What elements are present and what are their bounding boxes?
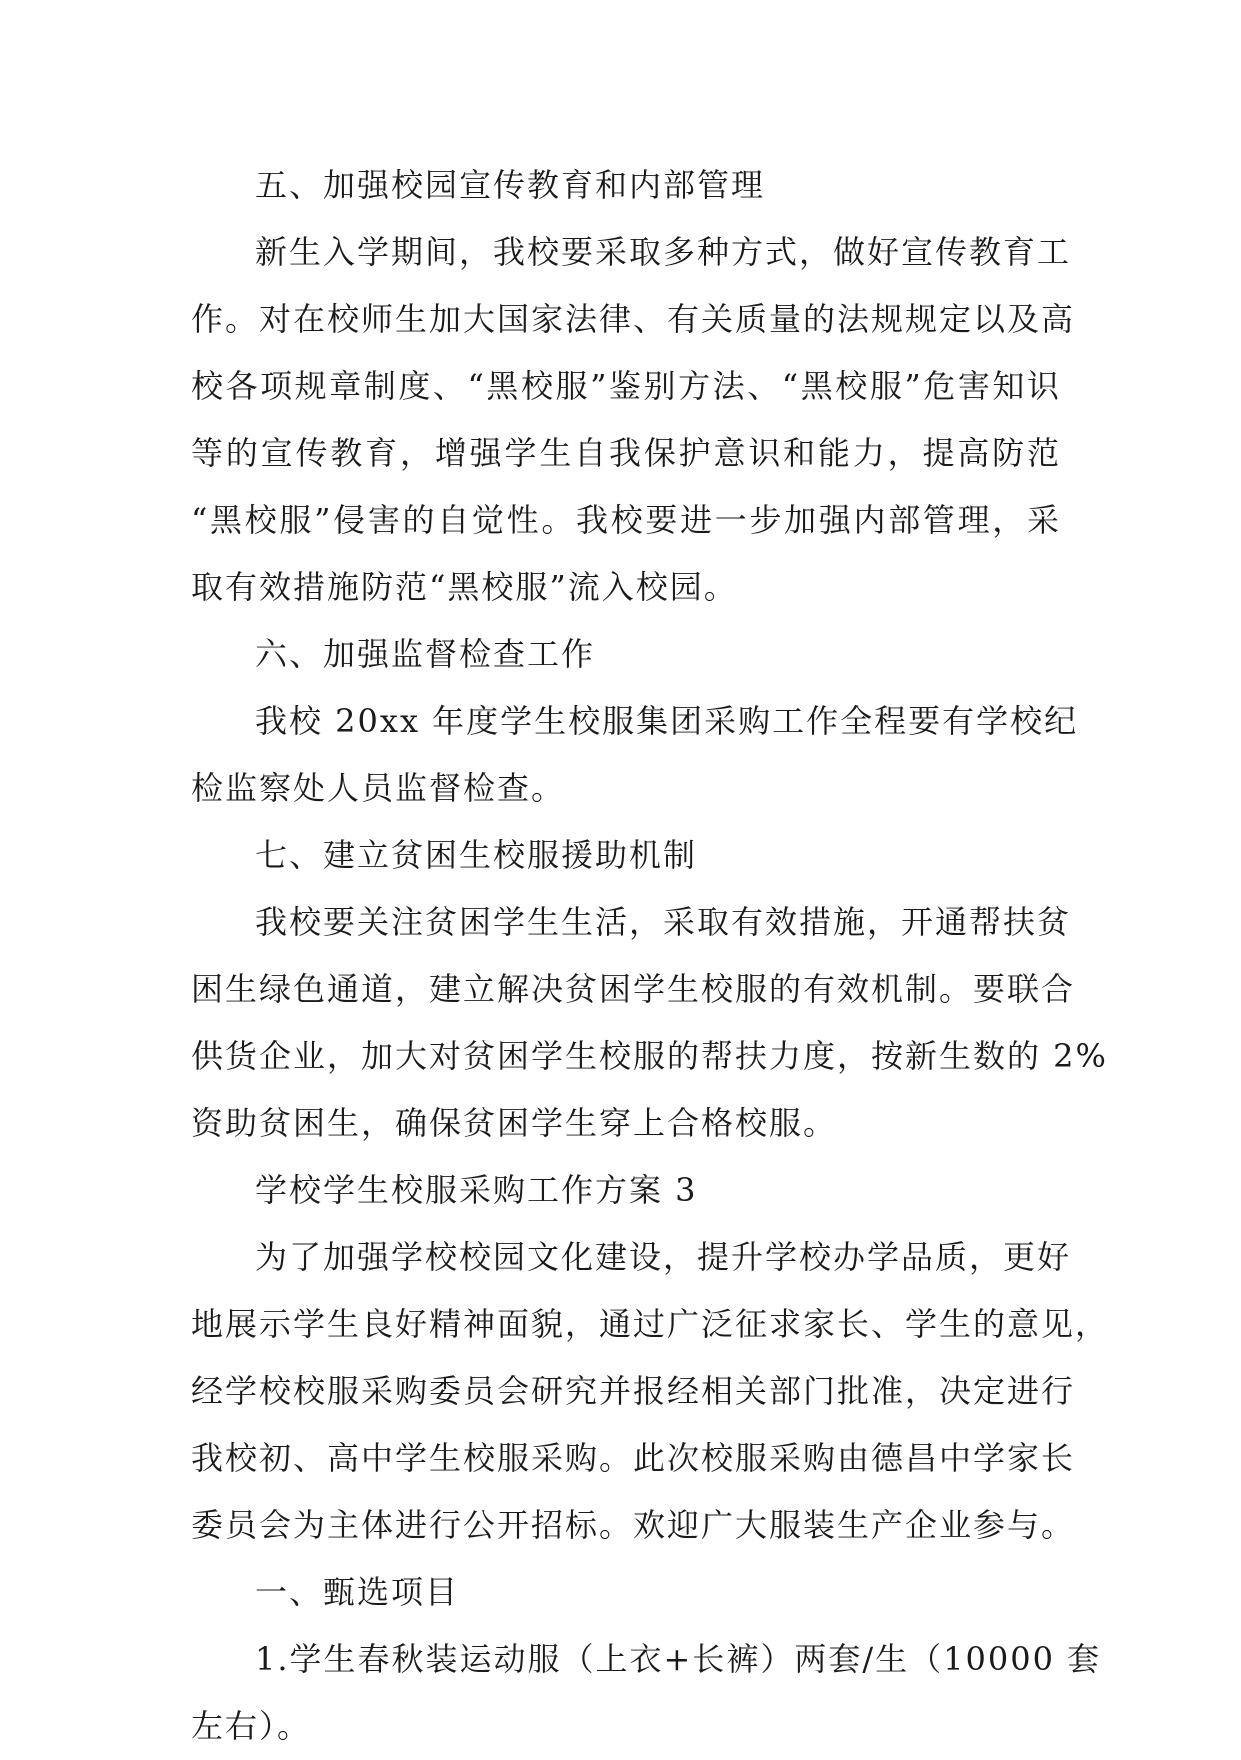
section-heading-5: 五、加强校园宣传教育和内部管理 [255, 166, 766, 204]
paragraph-line: 新生入学期间，我校要采取多种方式，做好宣传教育工 [255, 233, 1072, 271]
paragraph-line: 取有效措施防范“黑校服”流入校园。 [191, 568, 738, 606]
paragraph-line: 校各项规章制度、“黑校服”鉴别方法、“黑校服”危害知识 [191, 367, 1061, 405]
section-heading-6: 六、加强监督检查工作 [255, 635, 596, 673]
paragraph-line: 困生绿色通道，建立解决贫困学生校服的有效机制。要联合 [191, 970, 1076, 1008]
paragraph-line: 经学校校服采购委员会研究并报经相关部门批准，决定进行 [191, 1372, 1076, 1410]
paragraph-line: 我校初、高中学生校服采购。此次校服采购由德昌中学家长 [191, 1439, 1076, 1477]
paragraph-line: 资助贫困生，确保贫困学生穿上合格校服。 [191, 1104, 838, 1142]
paragraph-line: 等的宣传教育，增强学生自我保护意识和能力，提高防范 [191, 434, 1061, 472]
document-body [191, 152, 1110, 1760]
section-heading-1: 一、甄选项目 [255, 1573, 460, 1611]
plan-title: 学校学生校服采购工作方案 3 [255, 1171, 698, 1209]
paragraph-line: 我校 20xx 年度学生校服集团采购工作全程要有学校纪 [255, 702, 1079, 740]
paragraph-line: 地展示学生良好精神面貌，通过广泛征求家长、学生的意见， [191, 1305, 1110, 1343]
list-item-continuation: 左右）。 [191, 1707, 312, 1745]
paragraph-line: “黑校服”侵害的自觉性。我校要进一步加强内部管理，采 [191, 501, 1061, 539]
paragraph-line: 检监察处人员监督检查。 [191, 769, 566, 807]
paragraph-line: 委员会为主体进行公开招标。欢迎广大服装生产企业参与。 [191, 1506, 1076, 1544]
paragraph-line: 作。对在校师生加大国家法律、有关质量的法规规定以及高 [191, 300, 1076, 338]
paragraph-line: 我校要关注贫困学生生活，采取有效措施，开通帮扶贫 [255, 903, 1072, 941]
section-heading-7: 七、建立贫困生校服援助机制 [255, 836, 698, 874]
list-item: 1.学生春秋装运动服（上衣+长裤）两套/生（10000 套 [255, 1640, 1102, 1678]
paragraph-line: 为了加强学校校园文化建设，提升学校办学品质，更好 [255, 1238, 1072, 1276]
paragraph-line: 供货企业，加大对贫困学生校服的帮扶力度，按新生数的 2% [191, 1037, 1108, 1075]
